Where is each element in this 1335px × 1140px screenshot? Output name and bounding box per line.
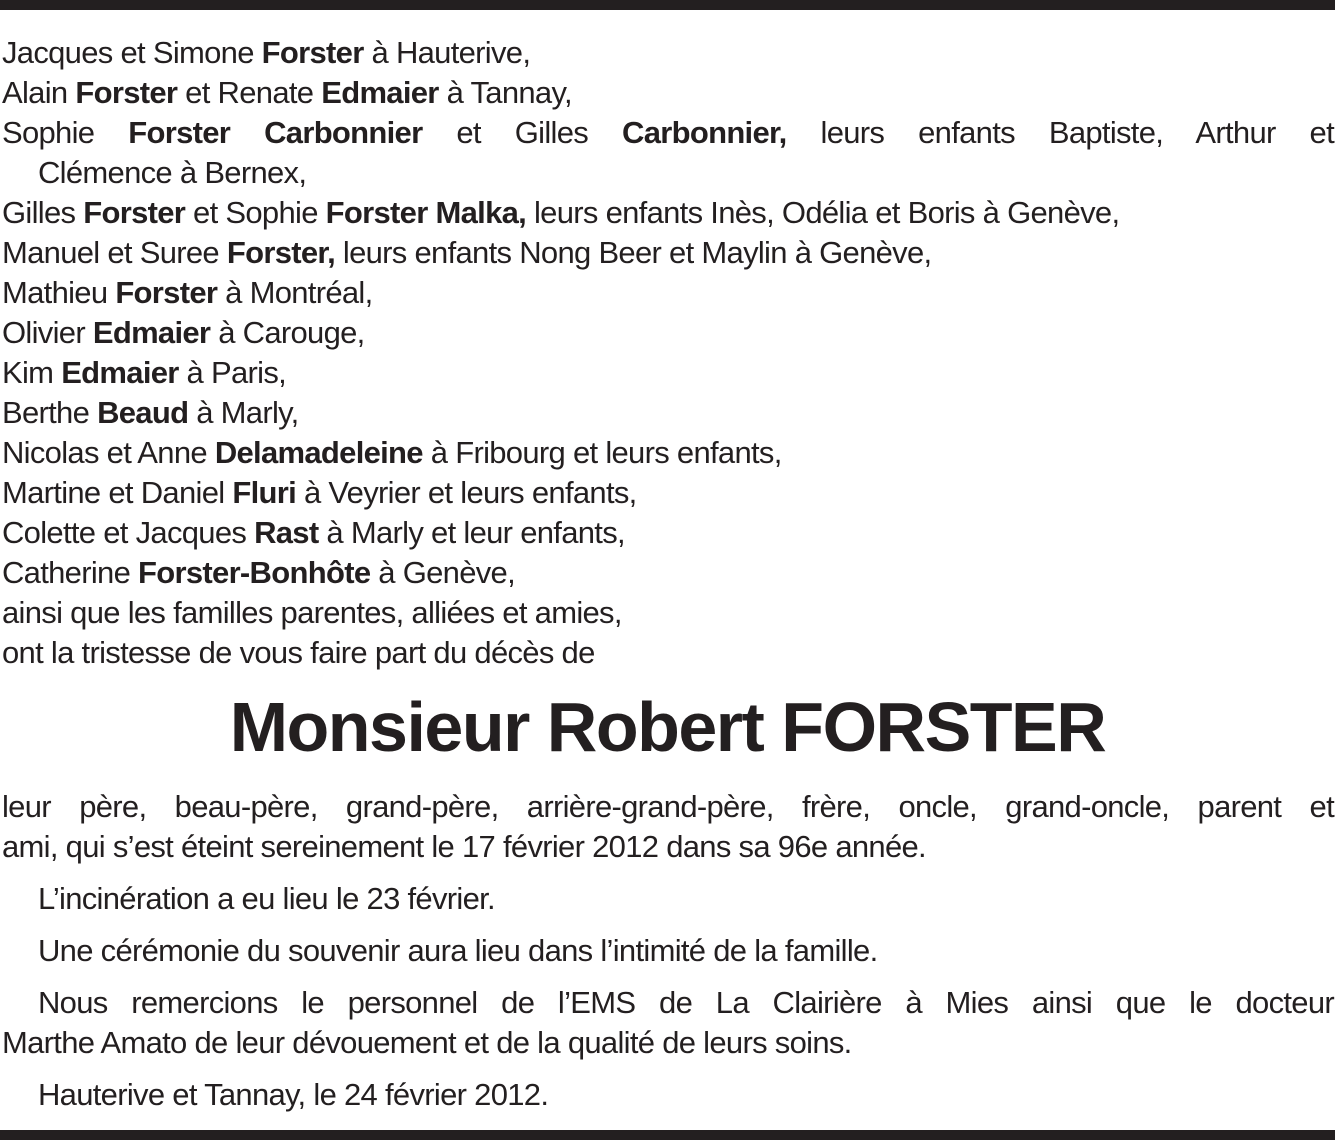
family-text: ainsi que les familles parentes, alliées et amies,	[2, 595, 622, 630]
family-surname: Beaud	[97, 395, 189, 430]
announcement-body	[2, 787, 1334, 1115]
family-line	[2, 513, 1334, 553]
family-line	[2, 193, 1334, 233]
family-text: leurs enfants Inès, Odélia et Boris à Genève,	[526, 195, 1120, 230]
family-surname: Edmaier	[92, 315, 211, 350]
family-line	[2, 593, 1334, 633]
bottom-rule	[0, 1130, 1335, 1140]
family-text: Colette et Jacques	[2, 515, 255, 550]
thanks-line-1: Nous remercions le personnel de l’EMS de La Clairière à Mies ainsi que le docteur	[38, 985, 1334, 1020]
family-line	[2, 393, 1334, 433]
thanks-line-2: Marthe Amato de leur dévouement et de la qualité de leurs soins.	[2, 1025, 852, 1060]
family-text: à Carouge,	[210, 315, 365, 350]
family-text: Martine et Daniel	[2, 475, 233, 510]
family-surname: Edmaier	[321, 75, 439, 110]
family-line	[2, 153, 1334, 193]
family-surname: Carbonnier,	[622, 115, 787, 150]
relation-line-1: leur père, beau-père, grand-père, arrière-grand-père, frère, oncle, grand-oncle, parent et	[2, 789, 1334, 824]
family-surname: Forster Carbonnier	[128, 115, 423, 150]
family-text: à Veyrier et leurs enfants,	[296, 475, 637, 510]
family-surname: Forster	[261, 35, 364, 70]
family-line	[2, 113, 1334, 153]
family-text: et Gilles	[422, 115, 623, 150]
ceremony-text: Une cérémonie du souvenir aura lieu dans l’intimité de la famille.	[38, 933, 878, 968]
place-date: Hauterive et Tannay, le 24 février 2012.	[38, 1077, 549, 1112]
family-text: Manuel et Suree	[2, 235, 227, 270]
family-text: Sophie	[2, 115, 129, 150]
family-line	[2, 473, 1334, 513]
family-line	[2, 273, 1334, 313]
family-text: Alain	[2, 75, 76, 110]
family-surname: Rast	[254, 515, 319, 550]
family-surname: Edmaier	[61, 355, 179, 390]
family-text: leurs enfants Nong Beer et Maylin à Genève,	[335, 235, 932, 270]
family-text: à Tannay,	[438, 75, 572, 110]
family-text: leurs enfants Baptiste, Arthur et	[786, 115, 1334, 150]
cremation-text: L’incinération a eu lieu le 23 février.	[38, 881, 495, 916]
family-text: Olivier	[2, 315, 93, 350]
family-text: Mathieu	[2, 275, 116, 310]
family-line	[2, 313, 1334, 353]
family-text: à Montréal,	[217, 275, 373, 310]
family-text: à Marly et leur enfants,	[318, 515, 625, 550]
family-surname: Delamadeleine	[214, 435, 423, 470]
family-text: Nicolas et Anne	[2, 435, 215, 470]
family-list	[2, 33, 1334, 673]
family-text: Clémence à Bernex,	[38, 155, 307, 190]
family-surname: Fluri	[232, 475, 297, 510]
family-surname: Forster	[75, 75, 178, 110]
family-surname: Forster	[115, 275, 218, 310]
family-line	[2, 553, 1334, 593]
family-text: Berthe	[2, 395, 98, 430]
family-text: Kim	[2, 355, 62, 390]
family-text: à Genève,	[370, 555, 516, 590]
family-text: à Fribourg et leurs enfants,	[422, 435, 782, 470]
relation-paragraph	[2, 787, 1334, 867]
family-line	[2, 633, 1334, 673]
deceased-name: Monsieur Robert FORSTER	[229, 688, 1106, 766]
family-text: Jacques et Simone	[2, 35, 262, 70]
thanks-paragraph	[2, 983, 1334, 1063]
family-text: à Hauterive,	[363, 35, 531, 70]
family-line	[2, 73, 1334, 113]
family-surname: Forster Malka,	[325, 195, 527, 230]
family-line	[2, 33, 1334, 73]
family-text: Gilles	[2, 195, 84, 230]
family-surname: Forster,	[226, 235, 335, 270]
family-line	[2, 233, 1334, 273]
family-text: à Marly,	[188, 395, 299, 430]
family-text: ont la tristesse de vous faire part du décès de	[2, 635, 595, 670]
family-surname: Forster-Bonhôte	[138, 555, 371, 590]
top-rule	[0, 0, 1335, 10]
family-line	[2, 353, 1334, 393]
family-text: Catherine	[2, 555, 139, 590]
family-surname: Forster	[83, 195, 186, 230]
family-line	[2, 433, 1334, 473]
family-text: à Paris,	[178, 355, 287, 390]
family-text: et Renate	[177, 75, 322, 110]
relation-line-2: ami, qui s’est éteint sereinement le 17 février 2012 dans sa 96e année.	[2, 829, 926, 864]
family-text: et Sophie	[185, 195, 326, 230]
